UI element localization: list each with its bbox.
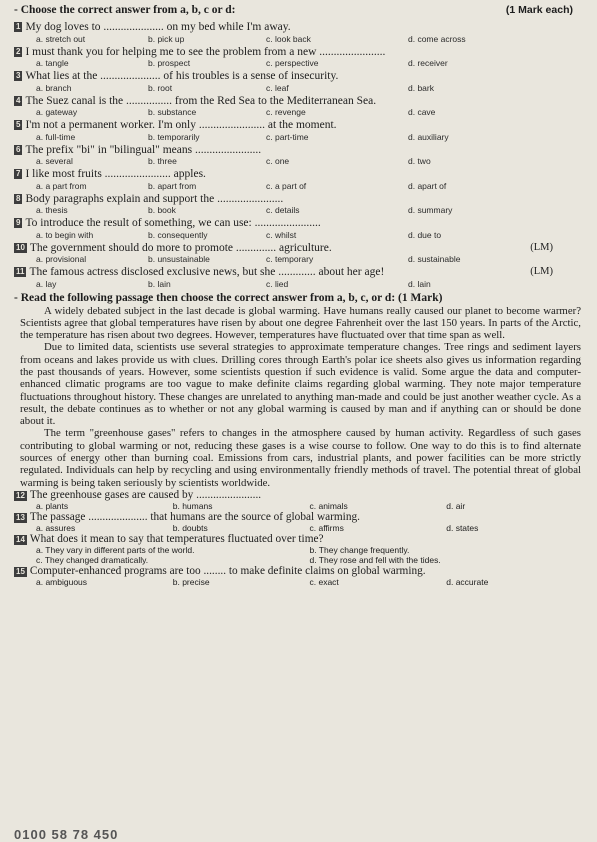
- answer-option[interactable]: b. book: [148, 205, 176, 215]
- answer-option[interactable]: d. lain: [408, 278, 431, 289]
- answer-option[interactable]: c. whilst: [266, 229, 297, 240]
- question-number: 12: [16, 490, 25, 500]
- answer-option[interactable]: b. unsustainable: [148, 254, 210, 264]
- options-3: [14, 83, 583, 94]
- question-text: The prefix "bi" in "bilingual" means .......................: [25, 143, 262, 156]
- question-6: [14, 144, 583, 157]
- answer-option[interactable]: b. consequently: [148, 229, 208, 240]
- question-tag: (LM): [530, 241, 553, 253]
- answer-option[interactable]: a. lay: [36, 278, 57, 289]
- answer-option[interactable]: d. summary: [408, 205, 453, 215]
- answer-option[interactable]: a. full-time: [36, 131, 76, 142]
- answer-option[interactable]: b. root: [148, 82, 173, 93]
- answer-option[interactable]: a. assures: [36, 522, 76, 533]
- answer-option[interactable]: a. a part from: [36, 180, 87, 191]
- question-text: I must thank you for helping me to see the problem from a new .......................: [25, 45, 386, 58]
- answer-option[interactable]: a. stretch out: [36, 33, 86, 44]
- question-text: The greenhouse gases are caused by .......................: [29, 488, 262, 501]
- answer-option[interactable]: c. exact: [309, 576, 339, 587]
- answer-option[interactable]: b. humans: [172, 500, 213, 511]
- answer-option[interactable]: a. tangle: [36, 58, 69, 68]
- answer-option[interactable]: c. a part of: [266, 180, 307, 191]
- footer-number: 0100 58 78 450: [14, 827, 119, 842]
- answer-option[interactable]: b. substance: [148, 107, 197, 117]
- question-number: 6: [16, 144, 21, 154]
- answer-option[interactable]: d. due to: [408, 229, 442, 240]
- options-10: [14, 254, 583, 265]
- question-number: 1: [16, 22, 21, 31]
- passage-questions: [14, 489, 583, 587]
- answer-option[interactable]: b. temporarily: [148, 131, 200, 142]
- answer-option[interactable]: c. leaf: [266, 82, 289, 93]
- question-9: [14, 217, 583, 230]
- answer-option[interactable]: b. doubts: [172, 522, 208, 533]
- passage-question-13: [14, 511, 583, 523]
- options-1: [14, 34, 583, 45]
- question-number: 8: [16, 193, 21, 203]
- answer-option[interactable]: c. revenge: [266, 107, 306, 117]
- passage-question-14: [14, 533, 583, 545]
- options-14: [14, 545, 583, 565]
- question-number: 7: [16, 169, 21, 178]
- passage-question-12: [14, 489, 583, 501]
- question-number: 5: [16, 120, 21, 129]
- question-number: 13: [16, 512, 25, 522]
- answer-option[interactable]: a. plants: [36, 500, 69, 511]
- question-text: What does it mean to say that temperatures fluctuated over time?: [29, 532, 324, 545]
- answer-option[interactable]: c. perspective: [266, 58, 319, 68]
- answer-option[interactable]: d. bark: [408, 82, 434, 93]
- question-number: 11: [16, 267, 25, 276]
- passage-paragraph: The term "greenhouse gases" refers to changes in the atmosphere caused by human activity. Regardless of such gases contributing to global warming or not, reducing these gases is a wise course to follow. One way to do this is to find alternate sources of energy other than burning coal. Emissions from cars, industrial plants, and power facilities can be more strictly regulated. Individuals can help by recycling and using environmentally friendly methods of travel. The potential threat of global warming is being taken seriously by scientists worldwide.: [20, 427, 581, 489]
- answer-option[interactable]: c. They changed dramatically.: [36, 554, 149, 565]
- question-7: [14, 168, 583, 181]
- answer-option[interactable]: d. states: [446, 522, 479, 533]
- answer-option[interactable]: b. precise: [172, 576, 210, 587]
- answer-option[interactable]: d. apart of: [408, 180, 447, 191]
- question-10: [14, 242, 583, 255]
- answer-option[interactable]: d. They rose and fell with the tides.: [309, 554, 441, 565]
- answer-option[interactable]: d. auxiliary: [408, 131, 449, 142]
- question-number: 4: [16, 95, 21, 105]
- question-text: The passage ..................... that humans are the source of global warming.: [29, 510, 360, 523]
- answer-option[interactable]: b. prospect: [148, 58, 191, 68]
- mcq-list: [14, 21, 583, 290]
- options-6: [14, 156, 583, 167]
- answer-option[interactable]: c. one: [266, 156, 290, 166]
- answer-option[interactable]: d. cave: [408, 107, 436, 117]
- options-13: [14, 523, 583, 533]
- answer-option[interactable]: b. They change frequently.: [309, 544, 410, 555]
- answer-option[interactable]: d. two: [408, 156, 431, 166]
- answer-option[interactable]: b. apart from: [148, 180, 197, 191]
- answer-option[interactable]: a. ambiguous: [36, 576, 88, 587]
- answer-option[interactable]: d. receiver: [408, 58, 448, 68]
- options-7: [14, 181, 583, 192]
- question-5: [14, 119, 583, 132]
- question-number: 3: [16, 71, 21, 80]
- question-11: [14, 266, 583, 279]
- options-5: [14, 132, 583, 143]
- answer-option[interactable]: b. lain: [148, 278, 171, 289]
- reading-passage: [14, 305, 583, 489]
- section-header: [14, 4, 583, 20]
- question-8: [14, 193, 583, 206]
- options-15: [14, 577, 583, 587]
- answer-option[interactable]: a. thesis: [36, 205, 68, 215]
- options-2: [14, 58, 583, 69]
- question-text: To introduce the result of something, we can use: .......................: [25, 217, 321, 229]
- question-text: I like most fruits ....................... apples.: [25, 168, 206, 180]
- answer-option[interactable]: d. sustainable: [408, 254, 461, 264]
- answer-option[interactable]: a. branch: [36, 82, 72, 93]
- answer-option[interactable]: a. to begin with: [36, 229, 94, 240]
- question-text: Body paragraphs explain and support the .......................: [25, 192, 284, 205]
- answer-option[interactable]: a. provisional: [36, 254, 87, 264]
- answer-option[interactable]: b. three: [148, 156, 177, 166]
- question-number: 14: [16, 534, 25, 544]
- question-4: [14, 95, 583, 108]
- instruction: - Choose the correct answer from a, b, c or d:: [14, 4, 236, 16]
- question-number: 15: [16, 566, 25, 576]
- question-text: The government should do more to promote .............. agriculture.: [29, 241, 332, 254]
- question-text: My dog loves to ..................... on my bed while I'm away.: [25, 21, 291, 33]
- section-2-instruction: - Read the following passage then choose the correct answer from a, b, c, or d: (1 Mark): [14, 291, 443, 304]
- answer-option[interactable]: c. look back: [266, 33, 311, 44]
- options-12: [14, 501, 583, 511]
- options-8: [14, 205, 583, 216]
- question-2: [14, 46, 583, 59]
- question-text: What lies at the ..................... of his troubles is a sense of insecurity.: [25, 70, 339, 82]
- answer-option[interactable]: c. part-time: [266, 131, 309, 142]
- question-text: The Suez canal is the ................ from the Red Sea to the Mediterranean Sea.: [25, 94, 377, 107]
- question-text: Computer-enhanced programs are too ........ to make definite claims on global warming.: [29, 564, 426, 577]
- passage-question-15: [14, 565, 583, 577]
- answer-option[interactable]: d. come across: [408, 33, 466, 44]
- answer-option[interactable]: c. lied: [266, 278, 289, 289]
- options-4: [14, 107, 583, 118]
- passage-paragraph: A widely debated subject in the last decade is global warming. Have humans really caused our planet to become warmer? Scientists agree that global temperatures have risen by about one degree Fahrenheit over the last 150 years. In parts of the Arctic, the temperature has risen about two degrees. However, temperatures have fluctuated over that time span as well.: [20, 304, 581, 342]
- answer-option[interactable]: c. affirms: [309, 522, 344, 533]
- question-text: The famous actress disclosed exclusive news, but she ............. about her age!: [29, 266, 385, 278]
- options-11: [14, 279, 583, 290]
- question-1: [14, 21, 583, 34]
- answer-option[interactable]: d. air: [446, 500, 466, 511]
- question-number: 9: [16, 218, 21, 227]
- answer-option[interactable]: c. temporary: [266, 254, 314, 264]
- question-text: I'm not a permanent worker. I'm only ....................... at the moment.: [25, 119, 337, 131]
- marks-note: (1 Mark each): [505, 4, 573, 16]
- options-9: [14, 230, 583, 241]
- answer-option[interactable]: c. details: [266, 205, 300, 215]
- answer-option[interactable]: a. several: [36, 156, 73, 166]
- answer-option[interactable]: b. pick up: [148, 33, 185, 44]
- question-tag: (LM): [530, 266, 553, 277]
- question-number: 10: [16, 242, 25, 252]
- passage-paragraph: Due to limited data, scientists use several strategies to approximate temperature changes. Tree rings and sediment layers from oceans and lakes provide us with clues. Drilling cores through Earth's polar ice sheets also gives us information regarding the past thousands of years. However, some scientists question if such evidence is valid. Some argue the data and computer-enhanced climatic programs are too vague to make definite claims regarding global warming. They note major temperature fluctuations throughout history. These changes are unrelated to anything man-made and could be just another weather cycle. As a result, the debate continues as to whether or not any global warming is caused by man and if anything can or should be done about it.: [20, 341, 581, 428]
- question-3: [14, 70, 583, 83]
- question-number: 2: [16, 46, 21, 56]
- answer-option[interactable]: a. gateway: [36, 107, 78, 117]
- answer-option[interactable]: d. accurate: [446, 576, 489, 587]
- answer-option[interactable]: a. They vary in different parts of the world.: [36, 544, 195, 555]
- answer-option[interactable]: c. animals: [309, 500, 348, 511]
